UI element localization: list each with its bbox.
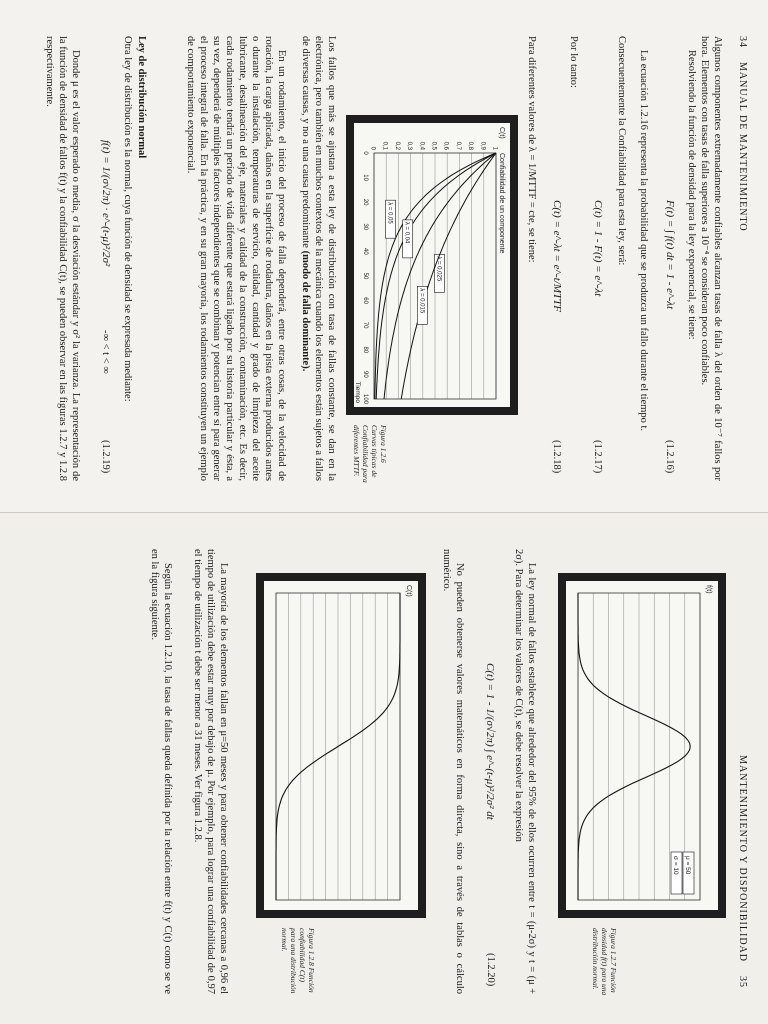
page-number: 35 — [737, 976, 748, 988]
equation-number: (1.2.19) — [100, 440, 111, 474]
legend-label: σ = 10 — [672, 856, 679, 875]
paragraph: En un rodamiento, el inicio del proceso de falla dependerá, entre otras cosas, de la velocidad de rotación, la carga aplicada, daños en la superficie de rodadura, daños en la pista externa producidos antes o durante la instalación, temperaturas de servicio, calidad, cantidad y grado de limpieza del aceite lubricante, desalineación del eje, materiales y calidad de la construcción, contaminación, etc. Es decir, cada rodamiento tendrá un período de vida diferente que estará ligado por su historia particular y ésta, a su vez, dependerá de múltiples factores independientes que se combinan y potencian entre sí para generar el proceso integral de falla. En la práctica, y en su gran mayoría, los rodamientos constituyen un ejemplo de comportamiento exponencial. — [185, 36, 287, 481]
x-tick-label: 60 — [362, 297, 368, 304]
y-tick-label: 0,2 — [393, 141, 400, 150]
equation-number: (1.2.20) — [485, 953, 496, 987]
equation: C(t) = 1 - 1/(σ√2π) ∫ e^-(t-μ)²/2σ² dt — [484, 663, 496, 820]
density-chart — [566, 581, 718, 910]
equation-number: (1.2.16) — [664, 440, 675, 474]
x-tick-label: 80 — [362, 346, 368, 354]
section-title: Ley de distribución normal — [136, 36, 147, 159]
chart-title: C(t) — [405, 585, 412, 597]
figure-1-2-6 — [346, 115, 518, 415]
page-35 — [0, 512, 768, 1024]
x-tick-label: 100 — [362, 393, 368, 405]
series-label: λ = 0,05 — [386, 202, 393, 224]
paragraph: No pueden obtenerse valores matemáticos en forma directa, sino a través de tablas o cálculo numérico. — [441, 549, 465, 994]
figure-1-2-7 — [558, 573, 726, 918]
paragraph: Según la ecuación 1.2.10, la tasa de fallas queda definida por la relación entre f(t) y C(t) como se ve en la figura siguiente. — [149, 549, 173, 994]
running-head: MANTENIMIENTO Y DISPONIBILIDAD — [737, 755, 748, 962]
series-line — [401, 153, 496, 399]
reliability-normal-chart — [264, 581, 418, 910]
equation-range: -∞ < t < ∞ — [100, 330, 111, 374]
equation: C(t) = e^-λt = e^-t/MTTF — [551, 200, 563, 312]
legend-label: μ = 50 — [684, 856, 691, 875]
x-tick-label: 40 — [362, 248, 368, 255]
chart-title: f(t) — [705, 585, 712, 594]
y-tick-label: 0,3 — [406, 141, 413, 150]
series-label: λ = 0,04 — [403, 221, 410, 244]
paragraph: Otra ley de distribución es la normal, cuya función de densidad se expresada mediante: — [122, 36, 133, 402]
x-tick-label: 10 — [362, 174, 368, 181]
paragraph: La ley normal de fallos establece que alrededor del 95% de ellos ocurren entre t = (μ-2σ) y t = (μ + 2σ). Para determinar los valores de C(t), se debe resolver la expresión — [513, 549, 537, 994]
equation: F(t) = ∫ f(t) dt = 1 - e^-λt — [664, 200, 676, 310]
page-number: 34 — [737, 36, 748, 48]
page-header-left — [737, 36, 748, 232]
figure-caption: Figura 1.2.8 Función confiabilidad C(t) para una distribución normal. — [280, 928, 316, 994]
x-tick-label: 50 — [362, 272, 368, 280]
paragraph: La mayoría de los elementos fallan en μ=50 meses y para obtener confiabilidades cercanas a 0,96 el tiempo de utilización debe estar muy por debajo de μ. Por ejemplo, para lograr una confiabilidad de 0,97 el tiempo de utilización t debe ser menor a 31 meses. Ver figura 1.2.8. — [192, 549, 229, 994]
y-tick-label: 0,7 — [454, 141, 461, 150]
chart-title: Confiabilidad de un componente — [498, 153, 505, 254]
paragraph: Consecuentemente la Confiabilidad para esta ley, será: — [616, 36, 627, 266]
bold-phrase: (modo de falla dominante). — [300, 250, 311, 372]
equation-number: (1.2.18) — [551, 440, 562, 474]
figure-1-2-8 — [256, 573, 426, 918]
y-tick-label: 0,9 — [479, 141, 486, 150]
y-tick-label: 1 — [491, 146, 498, 150]
x-tick-label: 30 — [362, 223, 368, 231]
equation: f(t) = 1/(σ√2π) · e^-(t-μ)²/2σ² — [100, 140, 112, 267]
paragraph: Resolviendo la función de densidad para la ley exponencial, se tiene: — [686, 50, 697, 340]
x-tick-label: 0 — [362, 151, 368, 155]
reliability-chart — [354, 123, 510, 407]
series-label: λ = 0,025 — [435, 256, 442, 282]
equation-number: (1.2.17) — [592, 440, 603, 474]
y-tick-label: 0,8 — [467, 141, 474, 150]
y-tick-label: 0,6 — [442, 141, 449, 150]
y-tick-label: 0,5 — [430, 141, 437, 150]
y-tick-label: 0,4 — [418, 141, 425, 150]
paragraph: Para diferentes valores de λ = 1/MTTF = cte, se tiene: — [526, 36, 537, 263]
y-axis-label: C(t) — [498, 127, 505, 139]
page-header-right — [737, 755, 748, 988]
figure-caption: Figura 1.2.6 Curvas típicas de Confiabilidad para diferentes MTTF. — [352, 425, 388, 483]
y-tick-label: 0,1 — [381, 141, 388, 150]
figure-caption: Figura 1.2.7 Función densidad f(t) para una distribución normal. — [591, 928, 618, 996]
y-tick-label: 0 — [369, 146, 376, 150]
paragraph: Algunos componentes extremadamente confiables alcanzan tasas de falla λ del orden de 10⁻⁷ fallos por hora. Elementos con tasas de falla superiores a 10⁻⁴ se consideran poco confiables. — [699, 36, 723, 481]
paragraph: La ecuación 1.2.16 representa la probabilidad que se produzca un fallo durante el tiempo t. — [638, 50, 649, 432]
running-head: MANUAL DE MANTENIMIENTO — [737, 62, 748, 232]
paragraph-text: Los fallos que más se ajustan a esta ley de distribución con tasa de fallas constante, se dan en la electrónica, pero también en muchos contextos de la mecánica cuando los elementos están sujetos a fallos de diversas causas, y no a una causa predominante — [300, 36, 337, 481]
x-axis-label: Tiempo — [354, 381, 361, 403]
paragraph: Donde μ es el valor esperado o media, σ la desviación estándar y σ² la varianza. La representación de la función de densidad de fallos f(t) y la confiabilidad C(t), se pueden observar en las figuras 1.2.7 y 1.2.8 respectivamente. — [44, 36, 81, 481]
x-tick-label: 90 — [362, 371, 368, 378]
x-tick-label: 70 — [362, 321, 368, 329]
series-label: λ = 0,015 — [418, 288, 425, 314]
paragraph — [299, 36, 338, 481]
equation: C(t) = 1 - F(t) = e^-λt — [592, 200, 604, 297]
x-tick-label: 20 — [362, 198, 368, 206]
paragraph: Por lo tanto: — [568, 36, 579, 88]
